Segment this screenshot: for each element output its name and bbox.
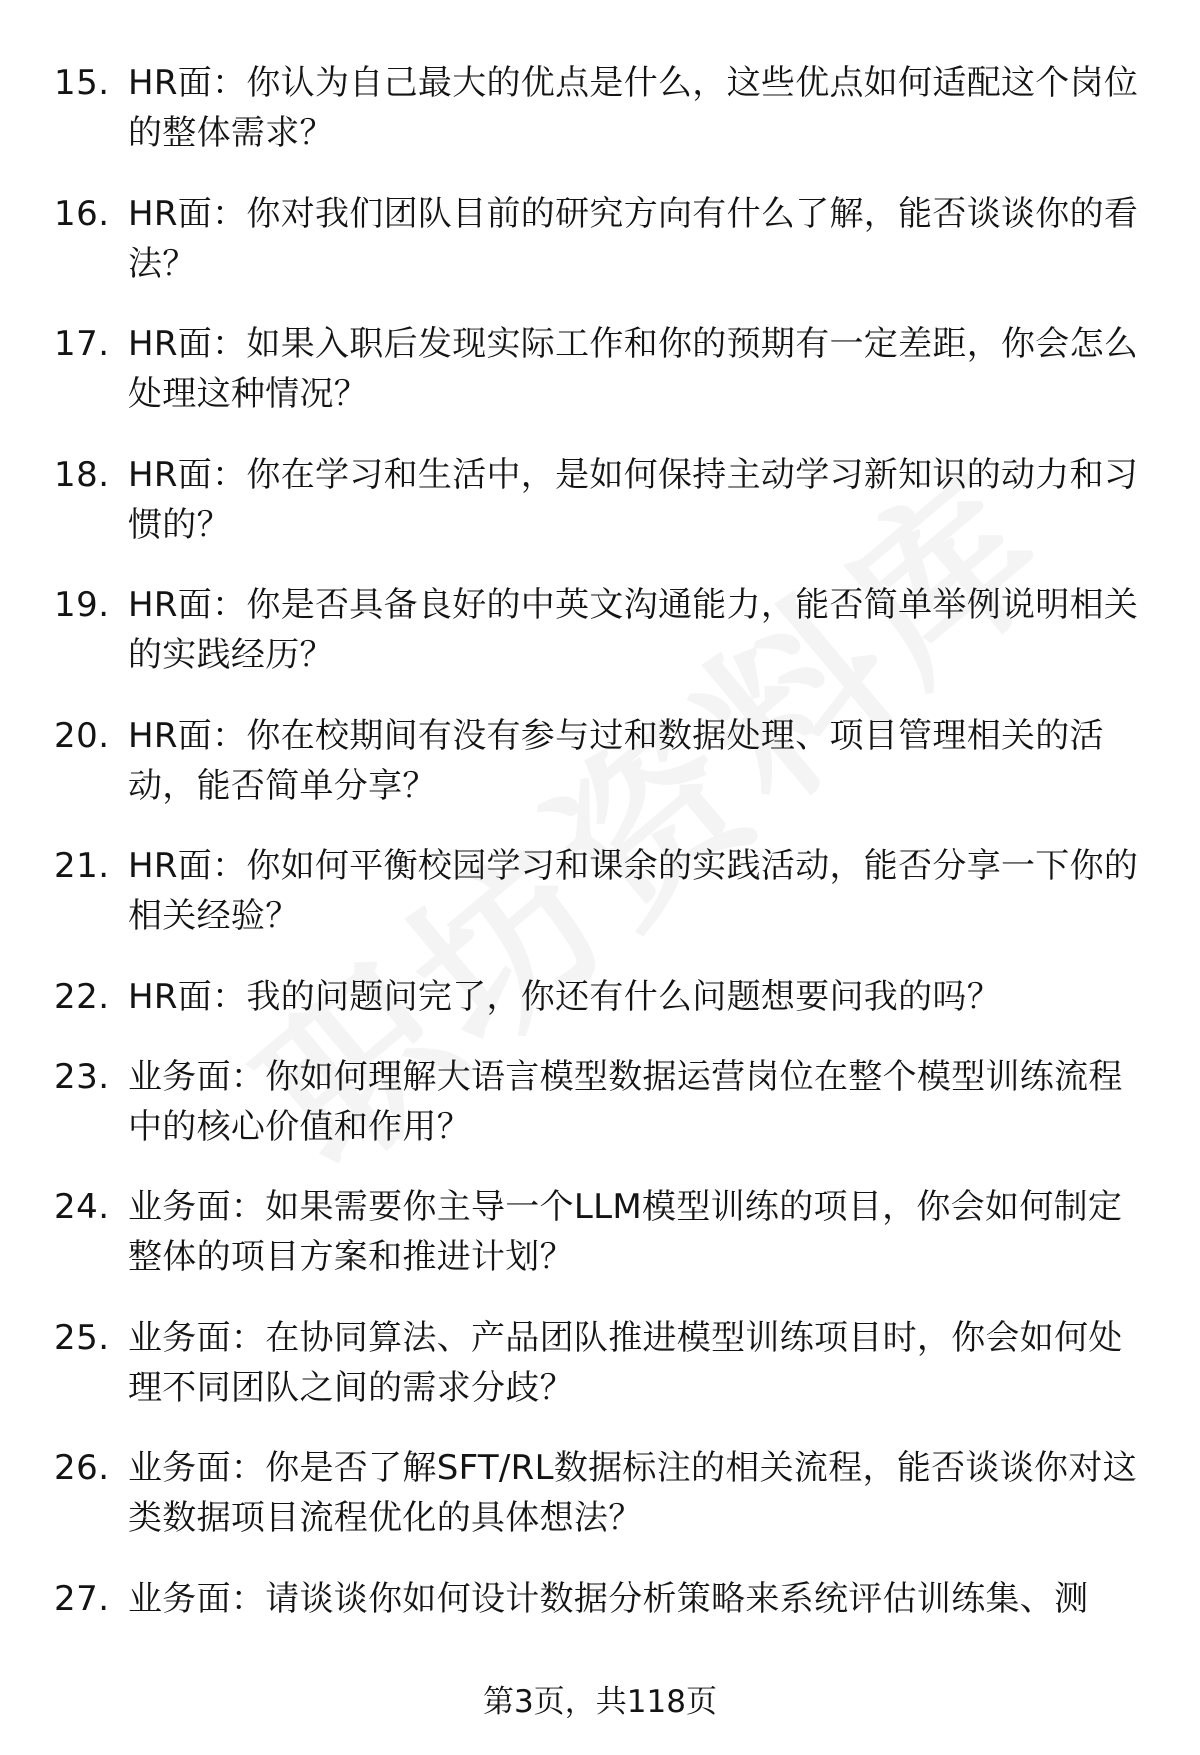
question-number: 27.: [54, 1578, 110, 1619]
question-number: 16.: [54, 193, 110, 234]
question-text: 业务面：你如何理解大语言模型数据运营岗位在整个模型训练流程中的核心价值和作用？: [128, 1056, 1123, 1147]
question-number: 25.: [54, 1317, 110, 1358]
question-text: 业务面：请谈谈你如何设计数据分析策略来系统评估训练集、测: [128, 1578, 1089, 1619]
page-footer: [0, 1680, 1200, 1724]
question-number: 20.: [54, 715, 110, 756]
question-item-17: [0, 319, 1200, 450]
question-text: HR面：你在校期间有没有参与过和数据处理、项目管理相关的活动，能否简单分享？: [128, 715, 1104, 806]
question-text: HR面：你在学习和生活中，是如何保持主动学习新知识的动力和习惯的？: [128, 454, 1139, 545]
question-item-22: [0, 972, 1200, 1052]
question-item-16: [0, 189, 1200, 320]
question-number: 24.: [54, 1187, 110, 1227]
question-number: 22.: [54, 976, 110, 1017]
question-number: 19.: [54, 585, 110, 625]
page-number-label: 第3页，共118页: [483, 1684, 717, 1720]
question-item-15: [0, 58, 1200, 189]
question-text: HR面：你认为自己最大的优点是什么，这些优点如何适配这个岗位的整体需求？: [128, 63, 1139, 153]
question-item-19: [0, 580, 1200, 711]
question-item-20: [0, 711, 1200, 842]
question-text: HR面：我的问题问完了，你还有什么问题想要问我的吗？: [128, 976, 1001, 1017]
question-number: 17.: [54, 324, 110, 364]
question-number: 23.: [54, 1056, 110, 1097]
question-text: 业务面：你是否了解SFT/RL数据标注的相关流程，能否谈谈你对这类数据项目流程优化的具体想法？: [128, 1448, 1137, 1538]
question-text: HR面：你如何平衡校园学习和课余的实践活动，能否分享一下你的相关经验？: [128, 846, 1139, 936]
question-item-21: [0, 841, 1200, 972]
question-number: 15.: [54, 63, 110, 103]
question-number: 18.: [54, 454, 110, 495]
question-text: HR面：你是否具备良好的中英文沟通能力，能否简单举例说明相关的实践经历？: [128, 585, 1139, 675]
question-text: HR面：你对我们团队目前的研究方向有什么了解，能否谈谈你的看法？: [128, 193, 1139, 284]
question-item-24: [0, 1182, 1200, 1313]
question-text: HR面：如果入职后发现实际工作和你的预期有一定差距，你会怎么处理这种情况？: [128, 324, 1139, 414]
question-item-18: [0, 450, 1200, 581]
question-item-26: [0, 1443, 1200, 1574]
question-text: 业务面：如果需要你主导一个LLM模型训练的项目，你会如何制定整体的项目方案和推进计划？: [128, 1187, 1123, 1277]
question-item-25: [0, 1313, 1200, 1444]
question-item-27: [0, 1574, 1200, 1634]
question-text: 业务面：在协同算法、产品团队推进模型训练项目时，你会如何处理不同团队之间的需求分歧？: [128, 1317, 1123, 1408]
question-item-23: [0, 1052, 1200, 1183]
question-number: 21.: [54, 846, 110, 886]
question-list: [0, 58, 1200, 1634]
question-number: 26.: [54, 1448, 110, 1488]
